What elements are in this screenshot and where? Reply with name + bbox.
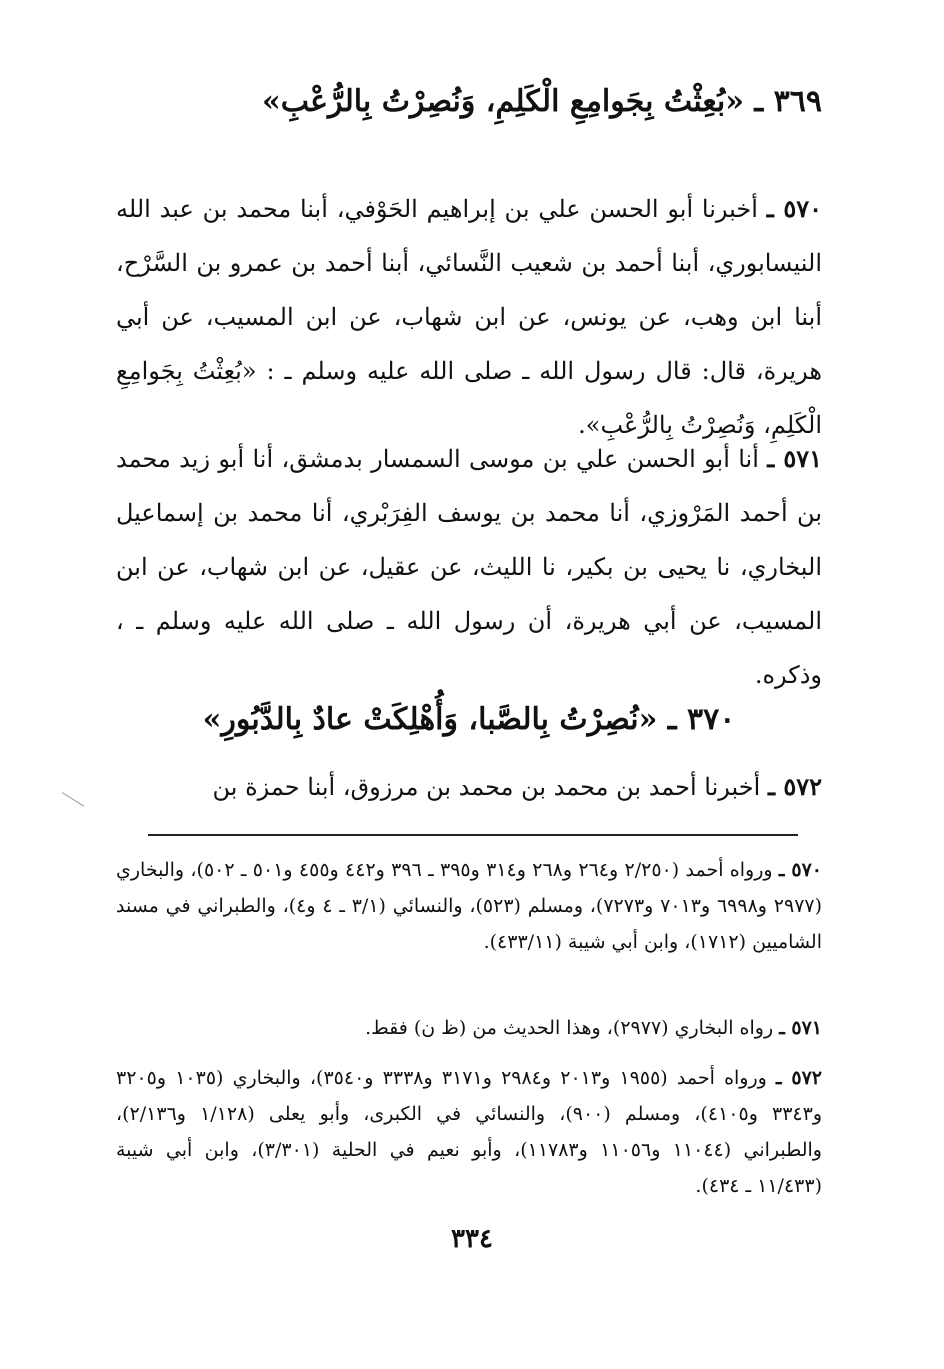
section-title: «بُعِثْتُ بِجَوامِعِ الْكَلِمِ، وَنُصِرْتُ بِالرُّعْبِ» [261,84,744,119]
footnote-number: ٥٧٢ ـ [776,1067,823,1089]
footnote-text: رواه البخاري (٢٩٧٧)، وهذا الحديث من (ظ ن) فقط. [365,1017,774,1039]
hadith-paragraph [116,432,822,702]
footnote [116,1010,822,1046]
hadith-number: ٥٧١ ـ [767,444,822,473]
section-heading [116,74,822,130]
hadith-number: ٥٧٠ ـ [766,194,822,223]
footnote-number: ٥٧١ ـ [779,1017,822,1039]
hadith-number: ٥٧٢ ـ [767,772,822,801]
footnote-number: ٥٧٠ ـ [778,859,822,881]
hadith-paragraph [116,760,822,814]
hadith-text: أخبرنا أبو الحسن علي بن إبراهيم الحَوْفي، أبنا محمد بن عبد الله النيسابوري، أبنا أحمد بن شعيب النَّسائي، أبنا أحمد بن عمرو بن السَّرْح، أبنا ابن وهب، عن يونس، عن ابن شهاب، عن ابن المسيب، عن أبي هريرة، قال: قال رسول الله ـ صلى الله عليه وسلم ـ : «بُعِثْتُ بِجَوامِعِ الْكَلِمِ، وَنُصِرْتُ بِالرُّعْبِ». [116,195,822,439]
footnote-separator [148,834,798,836]
hadith-text: أنا أبو الحسن علي بن موسى السمسار بدمشق، أنا أبو زيد محمد بن أحمد المَرْوزي، أنا محمد بن يوسف الفِرَبْري، أنا محمد بن إسماعيل البخاري، نا يحيى بن بكير، نا الليث، عن عقيل، عن ابن شهاب، عن ابن المسيب، عن أبي هريرة، أن رسول الله ـ صلى الله عليه وسلم ـ ، وذكره. [116,445,822,689]
section-number: ٣٧٠ ـ [667,702,736,737]
footnote [116,852,822,960]
footnote-text: ورواه أحمد (١٩٥٥ و٢٠١٣ و٢٩٨٤ و٣١٧١ و٣٣٣٨ و٣٥٤٠)، والبخاري (١٠٣٥ و٣٢٠٥ و٣٣٤٣ و٤١٠٥)، ومسلم (٩٠٠)، والنسائي في الكبرى، وأبو يعلى (١/١٢٨ و٢/١٣٦)، والطبراني (١١٠٤٤ و١١٠٥٦ و١١٧٨٣)، وأبو نعيم في الحلية (٣/٣٠١)، وابن أبي شيبة (١١/٤٣٣ ـ ٤٣٤). [116,1067,823,1197]
hadith-text: أخبرنا أحمد بن محمد بن محمد بن مرزوق، أبنا حمزة بن [212,773,761,801]
scan-mark [62,792,85,807]
section-heading [116,692,822,748]
section-title: «نُصِرْتُ بِالصَّبا، وَأُهْلِكَتْ عادٌ بِالدَّبُورِ» [202,702,658,737]
footnote-text: ورواه أحمد (٢/٢٥٠ و٢٦٤ و٢٦٨ و٣١٤ و٣٩٥ ـ ٣٩٦ و٤٤٢ و٤٥٥ و٥٠١ ـ ٥٠٢)، والبخاري (٢٩٧٧ و٦٩٩٨ و٧٠١٣ و٧٢٧٣)، ومسلم (٥٢٣)، والنسائي (٣/١ ـ ٤ و٤)، والطبراني في مسند الشاميين (١٧١٢)، وابن أبي شيبة (٤٣٣/١١). [116,859,823,953]
page-number: ٣٣٤ [451,1224,493,1254]
footnote [116,1060,822,1204]
section-number: ٣٦٩ ـ [754,84,822,119]
hadith-paragraph [116,182,822,452]
